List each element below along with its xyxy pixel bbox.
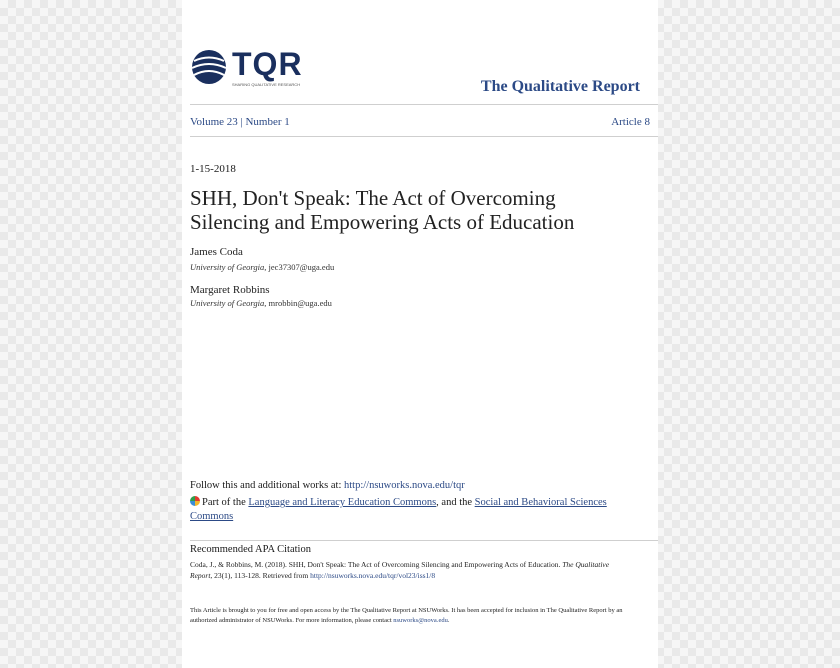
divider	[190, 104, 658, 105]
document-page	[182, 0, 658, 668]
logo-subtitle: SHARING QUALITATIVE RESEARCH	[232, 82, 301, 87]
divider	[190, 136, 658, 137]
contact-email-link[interactable]: nsuworks@nova.edu	[393, 617, 448, 624]
follow-line: Follow this and additional works at: http://nsuworks.nova.edu/tqr	[190, 480, 465, 491]
social-behavioral-commons-link[interactable]: Social and Behavioral Sciences Commons	[190, 497, 607, 522]
recommended-citation-heading: Recommended APA Citation	[190, 544, 311, 555]
part-of-line: Part of the Language and Literacy Education Commons, and the Social and Behavioral Sciences Commons	[190, 497, 607, 522]
article-title: SHH, Don't Speak: The Act of Overcoming Silencing and Empowering Acts of Education	[190, 186, 575, 234]
nsuworks-link[interactable]: http://nsuworks.nova.edu/tqr	[344, 480, 465, 491]
language-literacy-commons-link[interactable]: Language and Literacy Education Commons	[248, 497, 437, 508]
commons-pie-icon	[190, 496, 200, 506]
citation-text: Coda, J., & Robbins, M. (2018). SHH, Don't Speak: The Act of Overcoming Silencing and Empowering Acts of Education. The Qualitative Report, 23(1), 113-128. Retrieved from http://nsuworks.nova.edu/tqr/vol23/iss1/8	[190, 560, 610, 580]
author-name: Margaret Robbins	[190, 284, 270, 296]
volume-number	[190, 116, 290, 128]
volume-separator: |	[240, 116, 243, 128]
tqr-logo[interactable]	[190, 44, 325, 94]
citation-url-link[interactable]: http://nsuworks.nova.edu/tqr/vol23/iss1/8	[310, 571, 436, 580]
number-link[interactable]: Number 1	[245, 116, 290, 128]
publication-date: 1-15-2018	[190, 163, 236, 175]
article-number[interactable]: Article 8	[611, 116, 650, 128]
logo-text: TQR	[232, 46, 303, 82]
author-affiliation: University of Georgia, jec37307@uga.edu	[190, 262, 335, 272]
author-affiliation: University of Georgia, mrobbin@uga.edu	[190, 298, 332, 308]
volume-link[interactable]: Volume 23	[190, 116, 238, 128]
author-name: James Coda	[190, 246, 243, 258]
globe-icon	[190, 48, 228, 86]
footer-notice: This Article is brought to you for free and open access by the The Qualitative Report at NSUWorks. It has been accepted for inclusion in The Qualitative Report by an authorized administrator of NSUWorks. For more information, please contact nsuworks@nova.edu.	[190, 607, 623, 624]
journal-name[interactable]: The Qualitative Report	[480, 78, 640, 95]
divider	[190, 540, 658, 541]
